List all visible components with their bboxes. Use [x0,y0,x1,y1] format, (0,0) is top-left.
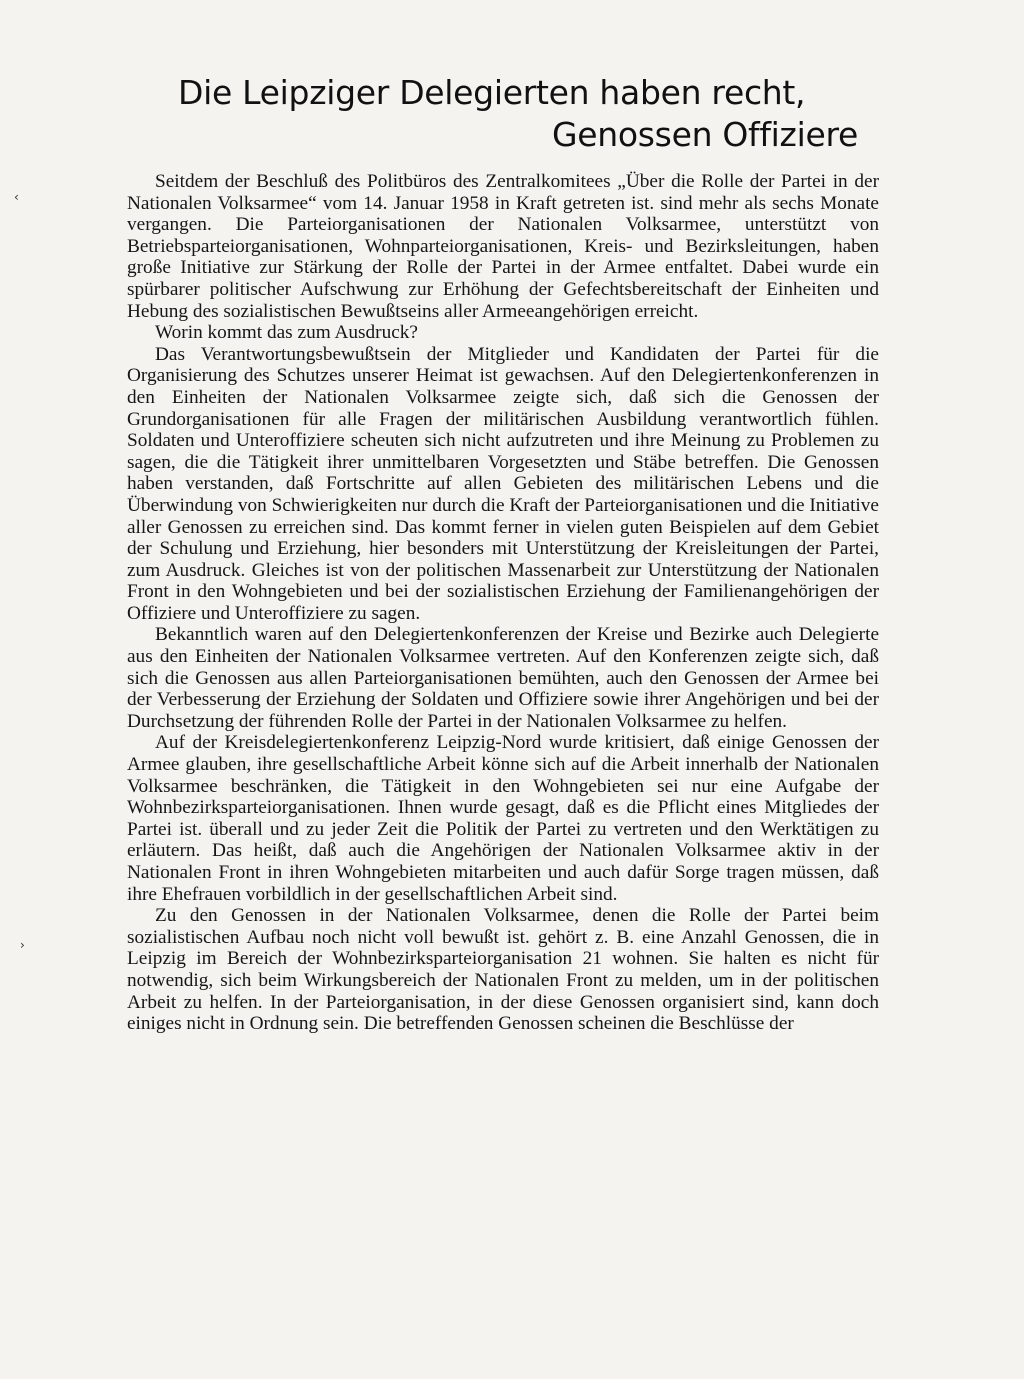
paragraph-2: Worin kommt das zum Ausdruck? [155,322,418,344]
margin-mark: ‹ [14,190,19,204]
paragraph-3: Das Verantwortungsbewußtsein der Mitglieder und Kandidaten der Partei für die Organisierung des Schutzes unserer Heimat ist gewachsen. Auf den Delegiertenkonferenzen in den Einheiten der Nationalen Volksarmee zeigte sich, daß sich die Genossen der Grundorganisationen für alle Fragen der militärischen Ausbildung verantwortlich fühlen. Soldaten und Unteroffiziere scheuten sich nicht aufzutreten und ihre Meinung zu Problemen zu sagen, die die Tätigkeit ihrer unmittelbaren Vorgesetzten und Stäbe betreffen. Die Genossen haben verstanden, daß Fortschritte auf allen Gebieten des militärischen Lebens und die Überwindung von Schwierigkeiten nur durch die Kraft der Parteiorganisationen und die Initiative aller Genossen zu erreichen sind. Das kommt ferner in vielen guten Beispielen auf dem Gebiet der Schulung und Erziehung, hier besonders mit Unterstützung der Kreisleitungen der Partei, zum Ausdruck. Gleiches ist von der politischen Massenarbeit zur Unterstützung der Nationalen Front in den Wohngebieten und bei der sozialistischen Erziehung der Familienangehörigen der Offiziere und Unteroffiziere zu sagen. [127,343,879,624]
article-title [178,72,878,156]
paragraph-6: Zu den Genossen in der Nationalen Volksarmee, denen die Rolle der Partei beim sozialistischen Aufbau noch nicht voll bewußt ist. gehört z. B. eine Anzahl Genossen, die in Leipzig im Bereich der Wohnbezirksparteiorganisation 21 wohnen. Sie halten es nicht für notwendig, sich beim Wirkungsbereich der Nationalen Front zu melden, um in der politischen Arbeit zu helfen. In der Parteiorganisation, in der diese Genossen organisiert sind, kann doch einiges nicht in Ordnung sein. Die betreffenden Genossen scheinen die Beschlüsse der [127,905,879,1035]
paragraph-4: Bekanntlich waren auf den Delegiertenkonferenzen der Kreise und Bezirke auch Delegierte aus den Einheiten der Nationalen Volksarmee vertreten. Auf den Konferenzen zeigte sich, daß sich die Genossen aus allen Parteiorganisationen bemühten, auch den Genossen der Armee bei der Verbesserung der Erziehung der Soldaten und Offiziere sowie ihrer Angehörigen und bei der Durchsetzung der führenden Rolle der Partei in der Nationalen Volksarmee zu helfen. [127,624,879,732]
article-body [127,171,879,1035]
paragraph-1: Seitdem der Beschluß des Politbüros des Zentralkomitees „Über die Rolle der Partei in der Nationalen Volksarmee“ vom 14. Januar 1958 in Kraft getreten ist. sind mehr als sechs Monate vergangen. Die Parteiorganisationen der Nationalen Volksarmee, unterstützt von Betriebsparteiorganisationen, Wohnparteiorganisationen, Kreis- und Bezirksleitungen, haben große Initiative zur Stärkung der Rolle der Partei in der Armee entfaltet. Dabei wurde ein spürbarer politischer Aufschwung zur Erhöhung der Gefechtsbereitschaft der Einheiten und Hebung des sozialistischen Bewußtseins aller Armeeangehörigen erreicht. [127,171,879,322]
margin-mark: › [20,938,25,952]
title-line-2: Genossen Offiziere [552,115,858,154]
title-line-1: Die Leipziger Delegierten haben recht, [178,73,806,112]
paragraph-5: Auf der Kreisdelegiertenkonferenz Leipzig-Nord wurde kritisiert, daß einige Genossen der Armee glauben, ihre gesellschaftliche Arbeit könne sich auf die Arbeit innerhalb der Nationalen Volksarmee beschränken, die Tätigkeit in den Wohngebieten sei nur eine Aufgabe der Wohnbezirksparteiorganisationen. Ihnen wurde gesagt, daß es die Pflicht eines Mitgliedes der Partei ist. überall und zu jeder Zeit die Politik der Partei zu vertreten und den Werktätigen zu erläutern. Das heißt, daß auch die Angehörigen der Nationalen Volksarmee aktiv in der Nationalen Front in ihren Wohngebieten mitarbeiten und auch dafür Sorge tragen müssen, daß ihre Ehefrauen vorbildlich in der gesellschaftlichen Arbeit sind. [127,732,879,905]
